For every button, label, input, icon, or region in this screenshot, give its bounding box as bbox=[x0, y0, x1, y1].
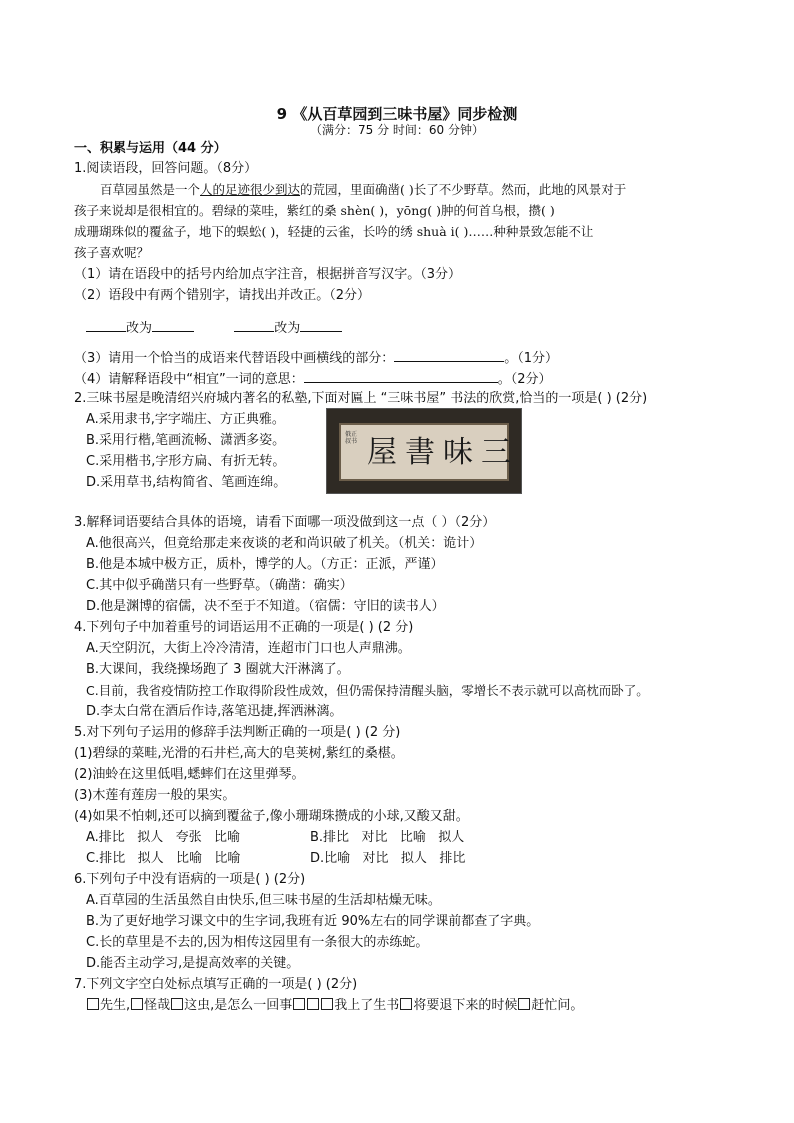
answer-blank[interactable] bbox=[304, 369, 498, 383]
answer-blank[interactable] bbox=[86, 318, 126, 332]
plaque-characters bbox=[367, 427, 511, 471]
q1-prompt: 1.阅读语段，回答问题。（8分） bbox=[74, 161, 258, 176]
q2-option-c: C.采用楷书,字形方扁、有折无转。 bbox=[86, 454, 286, 469]
plaque-inscription: 俄正叔书 bbox=[345, 431, 358, 445]
q5-option-a: A.排比 拟人 夸张 比喻 bbox=[86, 830, 240, 845]
punctuation-box[interactable] bbox=[400, 998, 412, 1010]
q3-option-a: A.他很高兴，但竟给那走来夜谈的老和尚识破了机关。（机关：诡计） bbox=[86, 536, 483, 551]
plaque-char: 書 bbox=[405, 435, 435, 470]
q5-sentence-4: (4)如果不怕刺,还可以摘到覆盆子,像小珊瑚珠攒成的小球,又酸又甜。 bbox=[74, 809, 469, 824]
answer-blank[interactable] bbox=[300, 318, 342, 332]
punctuation-box[interactable] bbox=[307, 998, 319, 1010]
q4-option-a: A.天空阴沉，大街上冷冷清清，连超市门口也人声鼎沸。 bbox=[86, 641, 411, 656]
plaque-char: 屋 bbox=[367, 435, 397, 470]
q6-prompt: 6.下列句子中没有语病的一项是( ) (2分) bbox=[74, 872, 306, 887]
q6-option-a: A.百草园的生活虽然自由快乐,但三味书屋的生活却枯燥无味。 bbox=[86, 893, 441, 908]
q4-option-b: B.大课间，我绕操场跑了 3 圈就大汗淋漓了。 bbox=[86, 662, 350, 677]
q1-sub-3: （3）请用一个恰当的成语来代替语段中画横线的部分： 。（1分） bbox=[74, 348, 558, 368]
q2-option-b: B.采用行楷,笔画流畅、潇洒多姿。 bbox=[86, 433, 286, 448]
q1-sub-1: （1）请在语段中的括号内给加点字注音，根据拼音写汉字。（3分） bbox=[74, 267, 462, 282]
answer-blank[interactable] bbox=[394, 348, 504, 362]
q7-prompt: 7.下列文字空白处标点填写正确的一项是( ) (2分) bbox=[74, 977, 358, 992]
q5-sentence-3: (3)木莲有莲房一般的果实。 bbox=[74, 788, 236, 803]
q3-prompt: 3.解释词语要结合具体的语境，请看下面哪一项没做到这一点（ ）（2分） bbox=[74, 515, 496, 530]
punctuation-box[interactable] bbox=[321, 998, 333, 1010]
q1-sub-2: （2）语段中有两个错别字，请找出并改正。（2分） bbox=[74, 288, 371, 303]
q7-text: 先生, 怪哉 这虫,是怎么一回事 我上了生书 将要退下来的时候 赶忙问。 bbox=[86, 997, 583, 1015]
punctuation-box[interactable] bbox=[131, 998, 143, 1010]
page-title: 9 《从百草园到三味书屋》同步检测 bbox=[276, 105, 518, 123]
q5-sentence-1: (1)碧绿的菜畦,光滑的石井栏,高大的皂荚树,紫红的桑椹。 bbox=[74, 746, 404, 761]
q6-option-c: C.长的草里是不去的,因为相传这园里有一条很大的赤练蛇。 bbox=[86, 935, 429, 950]
q3-option-c: C.其中似乎确凿只有一些野草。（确凿：确实） bbox=[86, 578, 353, 593]
q5-option-d: D.比喻 对比 拟人 排比 bbox=[310, 851, 466, 866]
q1-passage-text: 百草园虽然是一个 bbox=[100, 182, 201, 197]
q5-option-b: B.排比 对比 比喻 拟人 bbox=[310, 830, 465, 845]
plaque-char: 三 bbox=[481, 435, 511, 470]
q3-option-b: B.他是本城中极方正，质朴，博学的人。（方正：正派，严谨） bbox=[86, 557, 444, 572]
q6-option-b: B.为了更好地学习课文中的生字词,我班有近 90%左右的同学课前都查了字典。 bbox=[86, 914, 540, 929]
punctuation-box[interactable] bbox=[293, 998, 305, 1010]
q1-sub-2-answers: 改为 改为 bbox=[86, 318, 342, 338]
punctuation-box[interactable] bbox=[518, 998, 530, 1010]
q1-passage-line-4: 孩子喜欢呢？ bbox=[74, 245, 150, 260]
q1-sub-4: （4）请解释语段中“相宜”一词的意思： 。（2分） bbox=[74, 369, 552, 389]
punctuation-box[interactable] bbox=[87, 998, 99, 1010]
sanwei-plaque-image bbox=[326, 408, 522, 494]
q1-passage-text: 的荒园，里面确凿( )长了不少野草。然而，此地的风景对于 bbox=[300, 182, 627, 197]
page-subtitle: （满分：75 分 时间：60 分钟） bbox=[310, 123, 484, 137]
q5-prompt: 5.对下列句子运用的修辞手法判断正确的一项是( ) (2 分) bbox=[74, 725, 401, 740]
q1-underlined-phrase: 人的足迹很少到达 bbox=[200, 182, 301, 197]
q1-passage-line-1 bbox=[100, 181, 626, 199]
q2-option-d: D.采用草书,结构简省、笔画连绵。 bbox=[86, 475, 287, 490]
q2-option-a: A.采用隶书,字字端庄、方正典雅。 bbox=[86, 412, 285, 427]
q4-option-c: C.目前，我省疫情防控工作取得阶段性成效，但仍需保持清醒头脑，零增长不表示就可以高枕而卧了。 bbox=[86, 683, 649, 698]
punctuation-box[interactable] bbox=[171, 998, 183, 1010]
q6-option-d: D.能否主动学习,是提高效率的关键。 bbox=[86, 956, 300, 971]
q4-option-d: D.李太白常在酒后作诗,落笔迅捷,挥洒淋漓。 bbox=[86, 704, 343, 719]
q1-passage-line-2: 孩子来说却是很相宜的。碧绿的菜哇，紫红的桑 shèn( )，yōng( )肿的何首乌根，攒( ) bbox=[74, 203, 555, 218]
q3-option-d: D.他是渊博的宿儒，决不至于不知道。（宿儒：守旧的读书人） bbox=[86, 599, 445, 614]
answer-blank[interactable] bbox=[234, 318, 274, 332]
q2-prompt: 2.三味书屋是晚清绍兴府城内著名的私塾,下面对匾上 “三味书屋” 书法的欣赏,恰当的一项是( ) (2分) bbox=[74, 391, 648, 406]
section-heading: 一、积累与运用（44 分） bbox=[74, 141, 227, 156]
answer-blank[interactable] bbox=[152, 318, 194, 332]
q5-option-c: C.排比 拟人 比喻 比喻 bbox=[86, 851, 241, 866]
q1-passage-line-3: 成珊瑚珠似的覆盆子，地下的蜈蚣( )，轻捷的云雀，长吟的绣 shuà i( )……种种景致怎能不让 bbox=[74, 224, 594, 239]
q5-sentence-2: (2)油蛉在这里低唱,蟋蟀们在这里弹琴。 bbox=[74, 767, 305, 782]
plaque-char: 味 bbox=[443, 435, 473, 470]
q4-prompt: 4.下列句子中加着重号的词语运用不正确的一项是( ) (2 分) bbox=[74, 620, 414, 635]
